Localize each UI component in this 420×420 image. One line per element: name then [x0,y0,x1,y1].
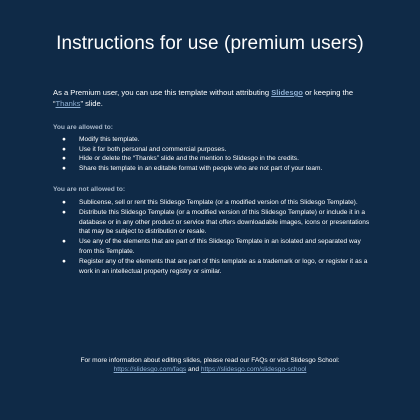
bullet-icon: ● [62,258,66,266]
bullet-icon: ● [62,136,66,143]
list-item [53,135,375,145]
list-item [53,164,375,174]
list-item-text: Share this template in an editable format with people who are not part of your team. [79,164,323,172]
list-item [53,237,375,256]
footer-links [0,365,420,374]
intro-paragraph [53,88,383,109]
list-item [53,154,375,164]
bullet-icon: ● [62,164,66,172]
list-item [53,257,375,276]
allowed-list [53,135,375,173]
bullet-icon: ● [62,145,66,153]
list-item [53,208,375,237]
not-allowed-list [53,198,375,277]
list-item [53,145,375,155]
footer [0,356,420,375]
thanks-link[interactable]: Thanks [55,98,81,108]
list-item-text: Use it for both personal and commercial purposes. [79,145,227,153]
bullet-icon: ● [62,238,66,246]
list-item-text: Register any of the elements that are part of this template as a trademark or logo, or register it as a work in an intellectual property registry or similar. [79,258,368,275]
slidesgo-school-link[interactable]: https://slidesgo.com/slidesgo-school [200,366,307,374]
slidesgo-link[interactable]: Slidesgo [271,88,303,97]
footer-and-text: and [186,366,201,374]
list-item-text: Modify this template. [79,136,140,143]
list-item-text: Use any of the elements that are part of this Slidesgo Template in an isolated and separated way from this Template. [79,238,361,255]
intro-text-end: ” slide. [80,98,103,108]
slide-title: Instructions for use (premium users) [56,33,364,54]
faqs-link[interactable]: https://slidesgo.com/faqs [113,366,187,374]
list-item-text: Sublicense, sell or rent this Slidesgo Template (or a modified version of this Slidesgo Template). [79,199,358,206]
bullet-icon: ● [62,199,66,206]
allowed-heading: You are allowed to: [53,124,113,131]
footer-text: For more information about editing slides, please read our FAQs or visit Slidesgo School: [80,357,340,364]
list-item-text: Hide or delete the “Thanks” slide and the mention to Slidesgo in the credits. [79,155,299,163]
bullet-icon: ● [62,155,66,163]
bullet-icon: ● [62,209,66,217]
list-item-text: Distribute this Slidesgo Template (or a modified version of this Slidesgo Template) or include it in a database or in any other product or service that offers downloadable images, icons or presentations that may be subject to distribution or resale. [79,209,370,236]
intro-text-start: As a Premium user, you can use this template without attributing [53,88,272,97]
list-item [53,198,375,208]
not-allowed-heading: You are not allowed to: [53,186,126,193]
intro-text-middle: or keeping the “ [53,88,354,108]
